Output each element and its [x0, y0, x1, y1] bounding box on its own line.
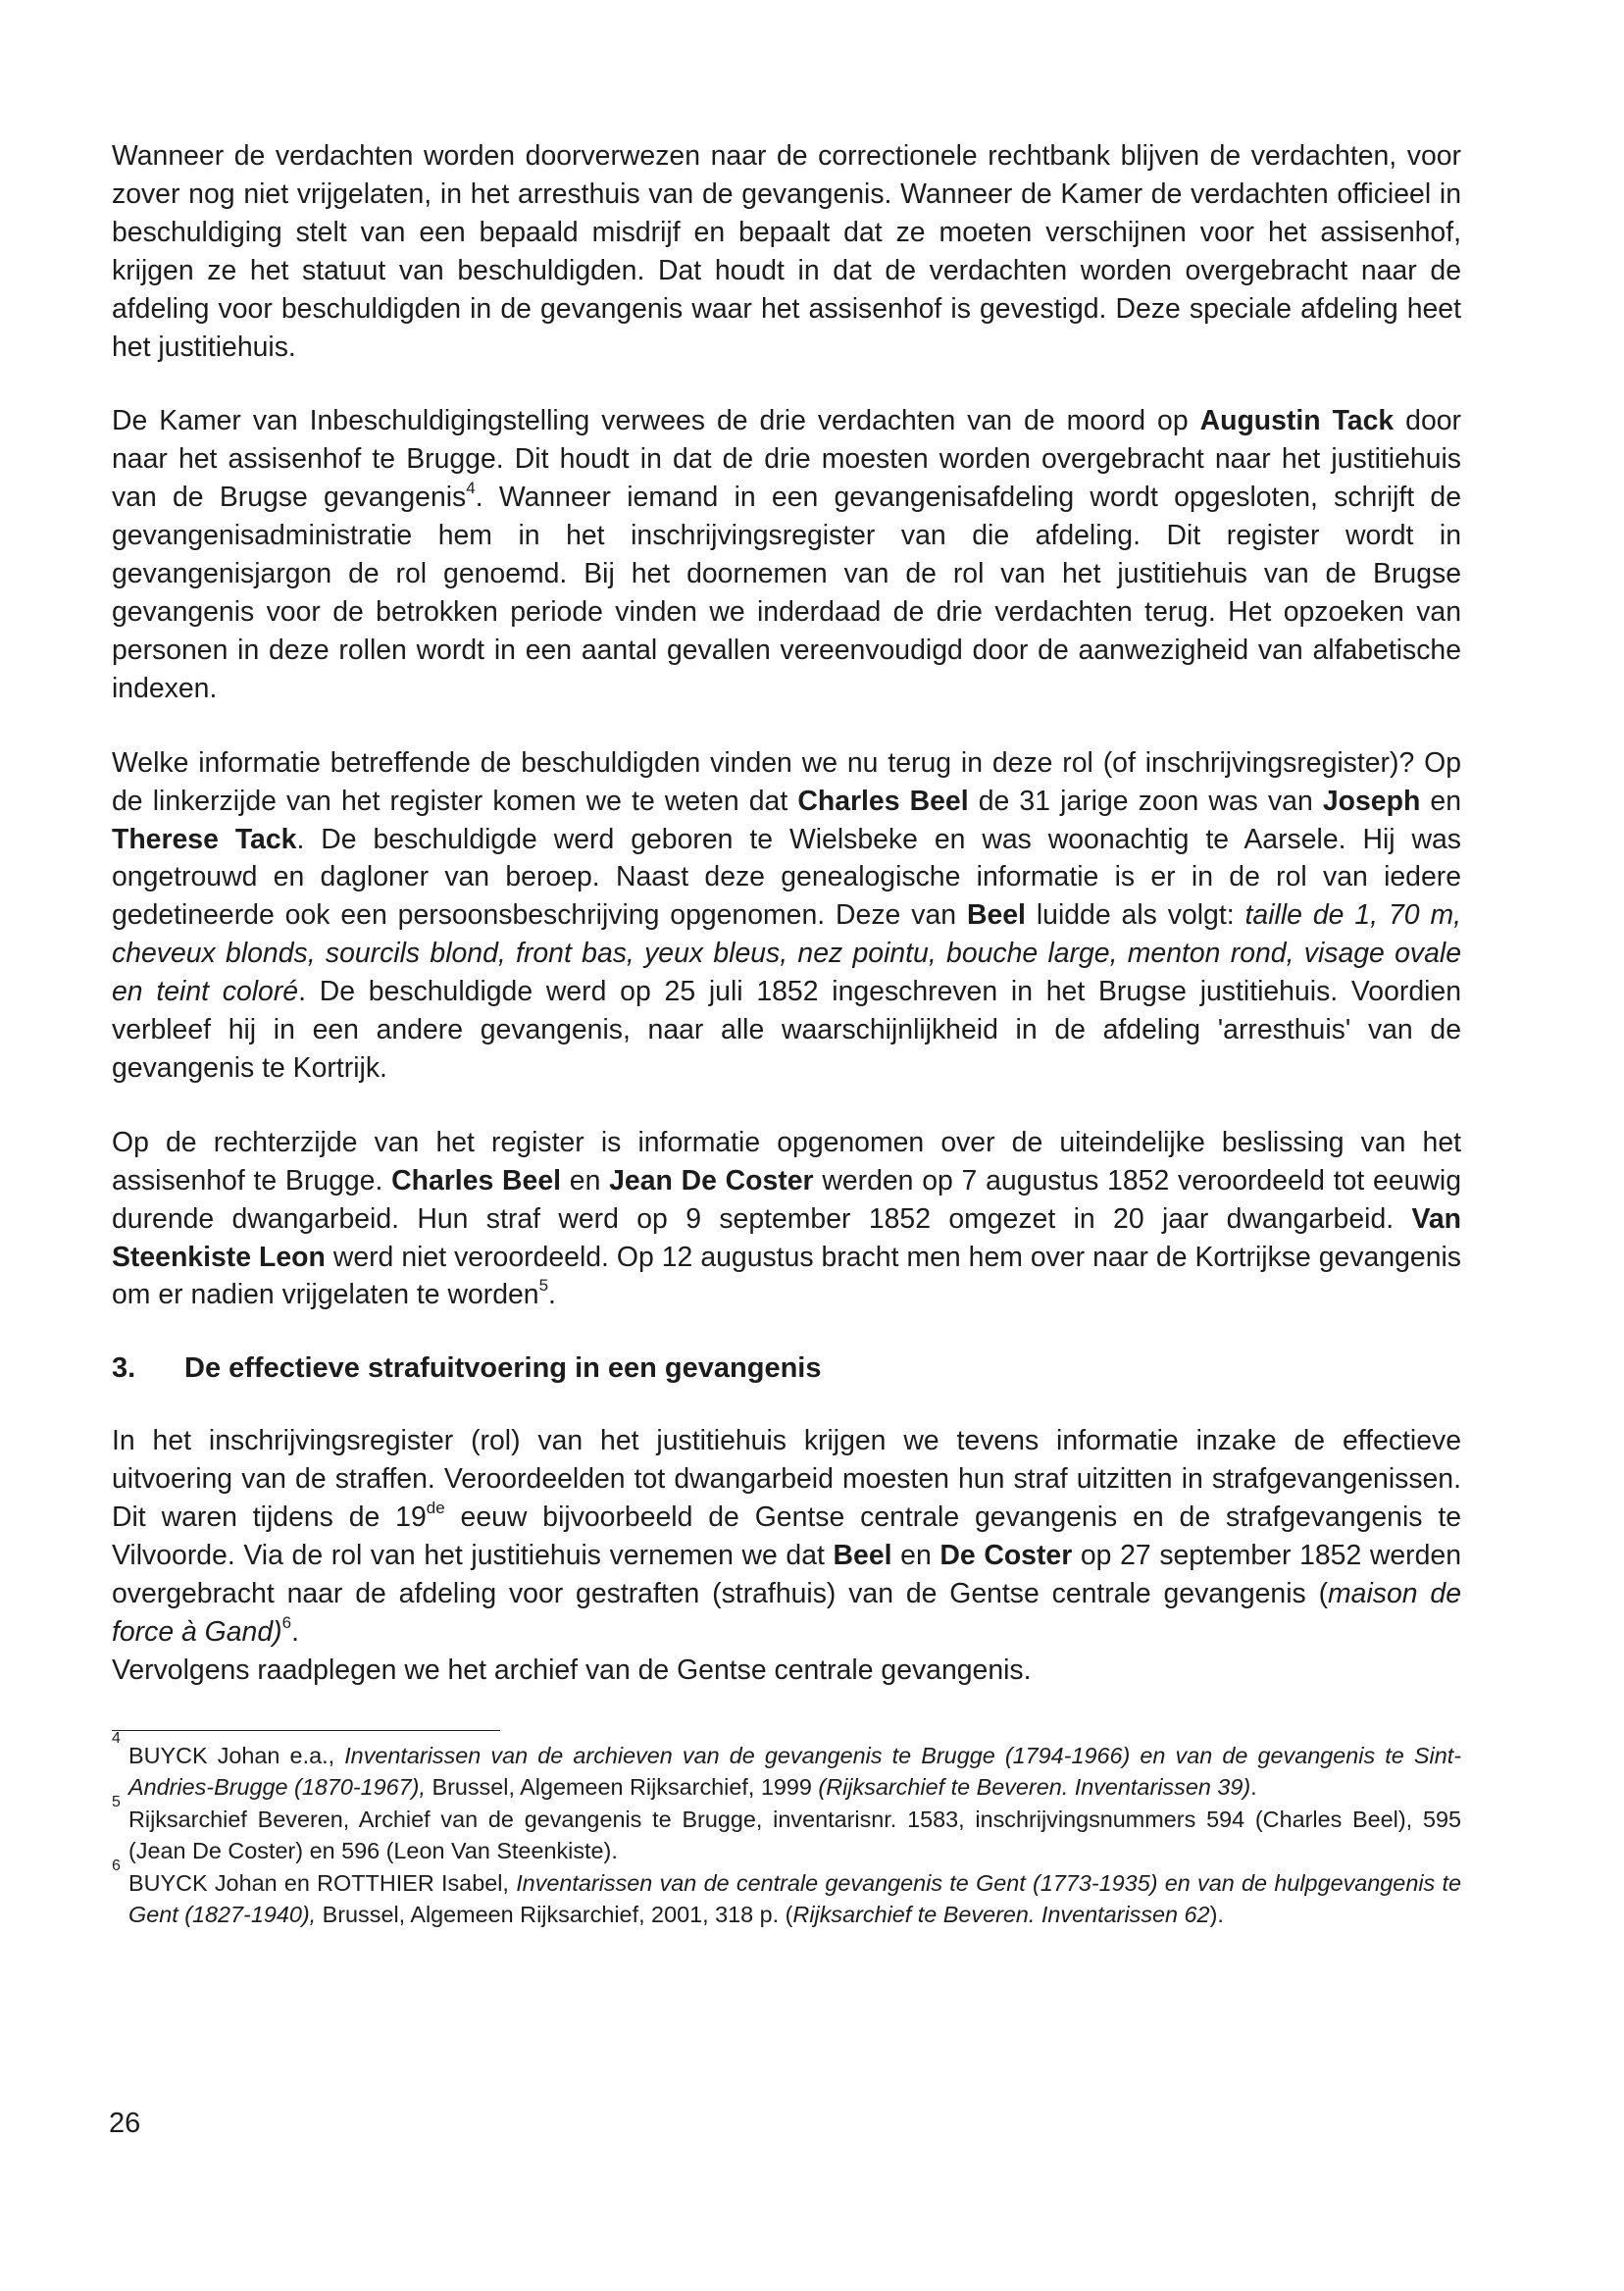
section-heading [112, 1349, 1461, 1387]
name-beel-2: Beel [833, 1540, 892, 1572]
footnote-4: 4 BUYCK Johan e.a., Inventarissen van de archieven van de gevangenis te Brugge (1794-1966) en van de gevangenis te Sint-Andries-Brugge (1870-1967), Brussel, Algemeen Rijksarchief, 1999 (Rijksarchief te Beveren. Inventarissen 39). [112, 1729, 1461, 1801]
section-number: 3. [112, 1352, 136, 1385]
section-title: De effectieve strafuitvoering in een gevangenis [184, 1352, 822, 1385]
name-therese-tack: Therese Tack [112, 823, 297, 855]
footnote-5: 5 Rijksarchief Beveren, Archief van de gevangenis te Brugge, inventarisnr. 1583, inschrijvingsnummers 594 (Charles Beel), 595 (Jean De Coster) en 596 (Leon Van Steenkiste). [112, 1793, 1461, 1864]
paragraph-vervolgens: Vervolgens raadplegen we het archief van de Gentse centrale gevangenis. [112, 1654, 1032, 1686]
paragraph-arresthuis: Wanneer de verdachten worden doorverwezen naar de correctionele rechtbank blijven de verdachten, voor zover nog niet vrijgelaten, in het arresthuis van de gevangenis. Wanneer de Kamer de verdachten officieel in beschuldiging stelt van een bepaald misdrijf en bepaalt dat ze moeten verschijnen voor het assisenhof, krijgen ze het statuut van beschuldigden. Dat houdt in dat de verdachten worden overgebracht naar de afdeling voor beschuldigden in de gevangenis waar het assisenhof is gevestigd. Deze speciale afdeling heet het justitiehuis. [112, 140, 1461, 363]
footnote-mark-5: 5 [112, 1793, 121, 1810]
paragraph-strafuitvoering: In het inschrijvingsregister (rol) van het justitiehuis krijgen we tevens informatie inzake de effectieve uitvoering van de straffen. Veroordeelden tot dwangarbeid moesten hun straf uitzitten in strafgevangenissen. Dit waren tijdens de 19de eeuw bijvoorbeeld de Gentse centrale gevangenis en de strafgevangenis te Vilvoorde. Via de rol van het justitiehuis vernemen we dat Beel en De Coster op 27 september 1852 werden overgebracht naar de afdeling voor gestraften (strafhuis) van de Gentse centrale gevangenis (maison de force à Gand)$^6$. [112, 1425, 1461, 1648]
page-number: 26 [109, 2108, 141, 2139]
superscript-de: de [426, 1499, 445, 1518]
footnote-ref-6[interactable]: 6 [281, 1612, 292, 1632]
name-augustin-tack: Augustin Tack [1199, 405, 1395, 437]
maison-de-force: maison de force à Gand) [112, 1578, 1461, 1648]
paragraph-inschrijvingsregister: Welke informatie betreffende de beschuldigden vinden we nu terug in deze rol (of inschrijvingsregister)? Op de linkerzijde van het register komen we te weten dat Charles Beel de 31 jarige zoon was van Joseph en Therese Tack. De beschuldigde werd geboren te Wielsbeke en was woonachtig te Aarsele. Hij was ongetrouwd en dagloner van beroep. Naast deze genealogische informatie is er in de rol van iedere gedetineerde ook een persoonsbeschrijving opgenomen. Deze van Beel luidde als volgt: taille de 1, 70 m, cheveux blonds, sourcils blond, front bas, yeux bleus, nez pointu, bouche large, menton rond, visage ovale en teint coloré. De beschuldigde werd op 25 juli 1852 ingeschreven in het Brugse justitiehuis. Voordien verbleef hij in een andere gevangenis, naar alle waarschijnlijkheid in de afdeling 'arresthuis' van de gevangenis te Kortrijk. [112, 746, 1461, 1084]
name-beel: Beel [966, 899, 1026, 932]
footnote-mark-4: 4 [112, 1729, 121, 1747]
footnote-ref-5[interactable]: 5 [538, 1276, 549, 1296]
name-charles-beel: Charles Beel [797, 785, 969, 817]
footnote-6: 6 BUYCK Johan en ROTTHIER Isabel, Inventarissen van de centrale gevangenis te Gent (1773-1935) en van de hulpgevangenis te Gent (1827-1940), Brussel, Algemeen Rijksarchief, 2001, 318 p. (Rijksarchief te Beveren. Inventarissen 62). [112, 1857, 1462, 1928]
description-quote: taille de 1, 70 m, cheveux blonds, sourcils blond, front bas, yeux bleus, nez pointu, bouche large, menton rond, visage ovale en teint coloré [112, 899, 1461, 1008]
name-joseph: Joseph [1322, 785, 1421, 817]
page-body [112, 137, 1461, 1931]
footnote-mark-6: 6 [112, 1857, 121, 1874]
footnote-ref-4[interactable]: 4 [466, 479, 476, 498]
name-van-steenkiste-leon: Van Steenkiste Leon [112, 1202, 1461, 1273]
paragraph-beslissing-assisenhof: Op de rechterzijde van het register is informatie opgenomen over de uiteindelijke beslissing van het assisenhof te Brugge. Charles Beel en Jean De Coster werden op 7 augustus 1852 veroordeeld tot eeuwig durende dwangarbeid. Hun straf werd op 9 september 1852 omgezet in 20 jaar dwangarbeid. Van Steenkiste Leon werd niet veroordeeld. Op 12 augustus bracht men hem over naar de Kortrijkse gevangenis om er nadien vrijgelaten te worden$^5$. [112, 1126, 1461, 1311]
name-charles-beel-2: Charles Beel [391, 1164, 562, 1196]
name-de-coster: De Coster [939, 1540, 1073, 1572]
paragraph-kamer-inbeschuldigingstelling: De Kamer van Inbeschuldigingstelling verwees de drie verdachten van de moord op Augustin Tack door naar het assisenhof te Brugge. Dit houdt in dat de drie moesten worden overgebracht naar het justitiehuis van de Brugse gevangenis$^4$. Wanneer iemand in een gevangenisafdeling wordt opgesloten, schrijft de gevangenisadministratie hem in het inschrijvingsregister van die afdeling. Dit register wordt in gevangenisjargon de rol genoemd. Bij het doornemen van de rol van het justitiehuis van de Brugse gevangenis voor de betrokken periode vinden we inderdaad de drie verdachten terug. Het opzoeken van personen in deze rollen wordt in een aantal gevallen vereenvoudigd door de aanwezigheid van alfabetische indexen. [112, 405, 1461, 704]
name-jean-de-coster: Jean De Coster [609, 1164, 814, 1196]
